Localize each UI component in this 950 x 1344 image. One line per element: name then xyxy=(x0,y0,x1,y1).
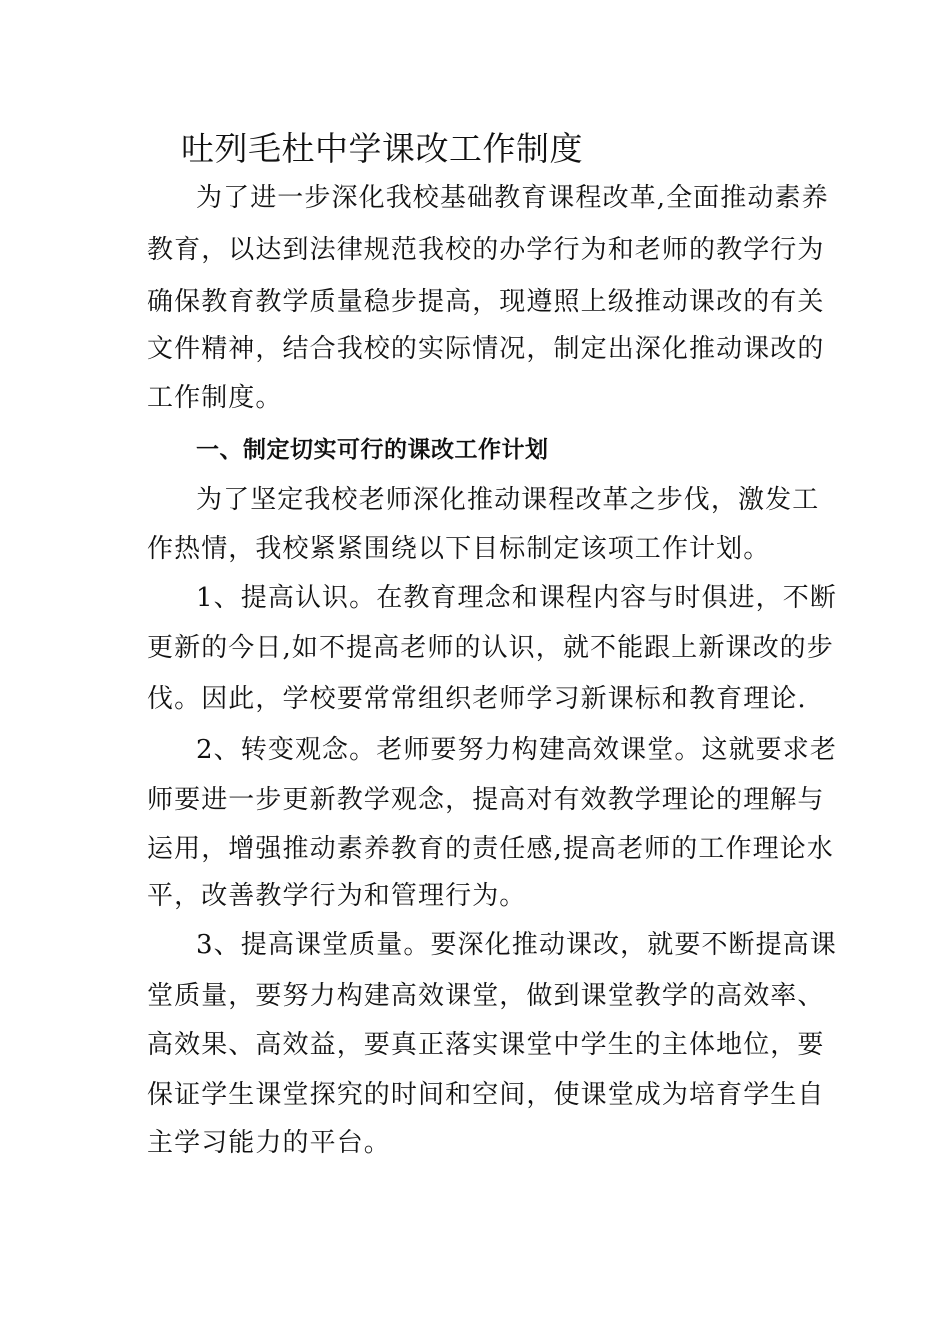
intro-line: 确保教育教学质量稳步提高，现遵照上级推动课改的有关 xyxy=(147,287,825,317)
item-line: 2、转变观念。老师要努力构建高效课堂。这就要求老 xyxy=(196,735,837,765)
document-title: 吐列毛杜中学课改工作制度 xyxy=(181,129,583,168)
item-line: 运用，增强推动素养教育的责任感,提高老师的工作理论水 xyxy=(147,834,834,864)
item-line: 堂质量，要努力构建高效课堂，做到课堂教学的高效率、 xyxy=(147,981,825,1011)
item-line: 更新的今日,如不提高老师的认识，就不能跟上新课改的步 xyxy=(147,633,834,663)
item-line: 师要进一步更新教学观念，提高对有效教学理论的理解与 xyxy=(147,785,825,815)
item-line: 主学习能力的平台。 xyxy=(147,1128,391,1158)
section-heading: 一、制定切实可行的课改工作计划 xyxy=(196,437,549,463)
intro-line: 文件精神，结合我校的实际情况，制定出深化推动课改的 xyxy=(147,334,825,364)
item-line: 高效果、高效益，要真正落实课堂中学生的主体地位，要 xyxy=(147,1030,825,1060)
intro-line: 为了进一步深化我校基础教育课程改革,全面推动素养 xyxy=(196,183,829,213)
section-paragraph-line: 为了坚定我校老师深化推动课程改革之步伐，激发工 xyxy=(196,485,820,515)
item-line: 3、提高课堂质量。要深化推动课改，就要不断提高课 xyxy=(196,930,837,960)
item-line: 1、提高认识。在教育理念和课程内容与时俱进，不断 xyxy=(196,583,837,613)
item-line: 平，改善教学行为和管理行为。 xyxy=(147,881,527,911)
section-paragraph-line: 作热情，我校紧紧围绕以下目标制定该项工作计划。 xyxy=(147,534,771,564)
intro-line: 工作制度。 xyxy=(147,383,283,413)
item-line: 保证学生课堂探究的时间和空间，使课堂成为培育学生自 xyxy=(147,1080,825,1110)
item-line: 伐。因此，学校要常常组织老师学习新课标和教育理论. xyxy=(147,684,807,714)
intro-line: 教育，以达到法律规范我校的办学行为和老师的教学行为 xyxy=(147,235,825,265)
